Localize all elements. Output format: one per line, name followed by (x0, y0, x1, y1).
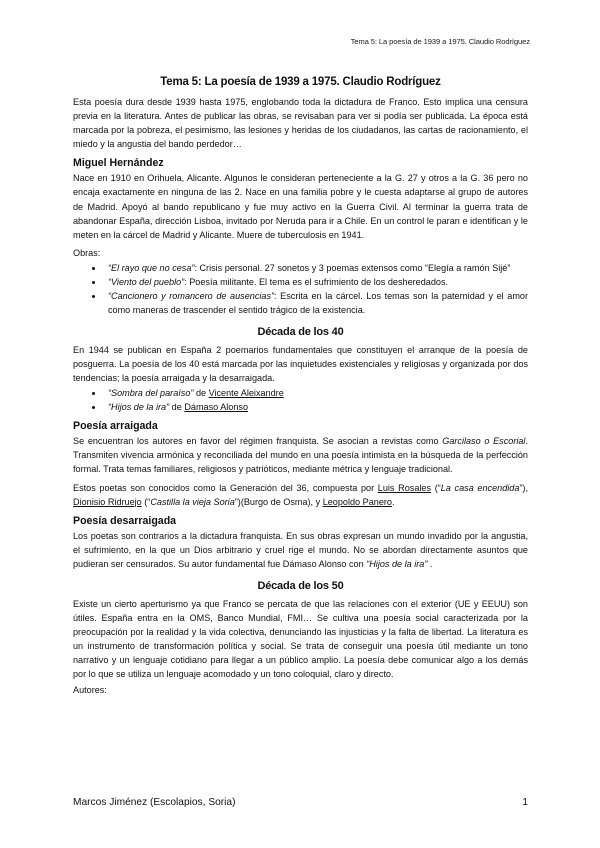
arraigada-paragraph-1: Se encuentran los autores en favor del régimen franquista. Se asocian a revistas como Garcilaso o Escorial. Transmiten vivencia armónica y reconciliada del mundo en una poesía intimista en la búsqueda de la perfección formal. Trata temas familiares, religiosos y patrióticos, mediante métrica y lenguaje tradicional. (73, 436, 528, 475)
running-header: Tema 5: La poesía de 1939 a 1975. Claudio Rodríguez (350, 37, 530, 46)
page-footer (73, 797, 528, 808)
work-description: : Crisis personal. 27 sonetos y 3 poemas extensos como “Elegía a ramón Sijé” (194, 262, 511, 273)
books-list (73, 386, 528, 414)
list-item (104, 289, 528, 317)
list-item (104, 275, 528, 289)
intro-paragraph: Esta poesía dura desde 1939 hasta 1975, englobando toda la dictadura de Franco. Esto implica una censura previa en la literatura. Antes de publicar las obras, se revisaban para ver si podía ser publicada. La época está marcada por la pobreza, el pesimismo, las lesiones y heridas de los ciudadanos, las cartas de racionamiento, el miedo y la angustia del bando perdedor… (73, 97, 528, 150)
author-link-panero[interactable]: Leopoldo Panero (322, 496, 392, 507)
book-title: “Sombra del paraíso” (108, 388, 194, 399)
book-author-link[interactable]: Dámaso Alonso (184, 402, 249, 413)
page-number: 1 (522, 797, 528, 808)
book-author-link[interactable]: Vicente Aleixandre (208, 388, 284, 399)
work-description: : Poesía militante. El tema es el sufrimiento de los desheredados. (184, 276, 449, 287)
miguel-heading: Miguel Hernández (73, 157, 164, 170)
works-list (73, 261, 528, 317)
work-title: “El rayo que no cesa” (108, 262, 195, 273)
decada-40-text: En 1944 se publican en España 2 poemarios fundamentales que constituyen el arranque de la poesía de posguerra. La poesía de los 40 está marcada por las inquietudes existenciales y religiosas y organizada por dos tendencias; la poesía arraigada y la desarraigada. (73, 344, 528, 384)
book-title: “Hijos de la ira” (108, 402, 170, 413)
arraigada-paragraph-2: Estos poetas son conocidos como la Generación del 36, compuesta por Luis Rosales (“La casa encendida”), Dionisio Ridruejo (“Castilla la vieja Soria”)(Burgo de Osma), y Leopoldo Panero. (73, 482, 528, 507)
page-content (73, 76, 528, 698)
list-item (104, 400, 528, 414)
list-item (104, 386, 528, 400)
work-title: “Cancionero y romancero de ausencias” (108, 290, 275, 301)
work-title: “Hijos de la ira” (366, 558, 428, 569)
author-link-ridruejo[interactable]: Dionisio Ridruejo (73, 496, 142, 507)
magazines: Garcilaso o Escorial (442, 436, 526, 447)
list-item (104, 261, 528, 275)
obras-label: Obras: (73, 247, 101, 258)
book-connector: de (193, 388, 209, 399)
author-link-rosales[interactable]: Luis Rosales (377, 482, 432, 493)
footer-author: Marcos Jiménez (Escolapios, Soria) (73, 797, 236, 808)
miguel-bio: Nace en 1910 en Orihuela, Alicante. Algunos le consideran perteneciente a la G. 27 y otros a la G. 36 pero no encaja exactamente en ninguna de las 2. Nace en una familia pobre y le cuesta adaptarse al grupo de autores de Madrid. Apoyó al bando republicano y fue muy activo en la Guerra Civil. Al terminar la guerra trata de abandonar España, dirección Lisboa, invitado por Neruda para ir a Chile. En un control le paran e identifican y le meten en la cárcel de Madrid y Alicante. Muere de tuberculosis en 1941. (73, 173, 528, 240)
decada-50-text: Existe un cierto aperturismo ya que Franco se percata de que las relaciones con el exterior (UE y EEUU) son útiles. España entra en la OMS, Banco Mundial, FMI… Se cultiva una poesía social caracterizada por la preocupación por la realidad y la vida colectiva, denunciando las injusticias y la falta de libertad. La literatura es un instrumento de transformación política y social. Se trata de conseguir una poesía útil mediante un tono narrativo y un lenguaje cotidiano para llegar a un público amplio. La poesía debe comunicar algo a los demás por lo que se utiliza un lenguaje acomodado y un tono coloquial, claro y directo. (73, 598, 528, 680)
work-description: : Escrita en la cárcel. Los temas son la paternidad y el amor como maneras de trascender el sentido trágico de la existencia. (108, 290, 529, 315)
autores-label: Autores: (73, 684, 107, 695)
decada-40-heading: Década de los 40 (257, 325, 344, 338)
desarraigada-paragraph: Los poetas son contrarios a la dictadura franquista. En sus obras expresan un mundo invadido por la angustia, el sufrimiento, en la que un Dios arbitrario y cruel rige el mundo. No se abordan directamente asuntos que pudieran ser censurados. Su autor fundamental fue Dámaso Alonso con “Hijos de la ira” . (73, 530, 528, 569)
document-title: Tema 5: La poesía de 1939 a 1975. Claudio Rodríguez (160, 76, 441, 88)
arraigada-heading: Poesía arraigada (73, 420, 158, 433)
desarraigada-heading: Poesía desarraigada (73, 514, 177, 527)
decada-50-heading: Década de los 50 (257, 579, 344, 592)
work-title: La casa encendida (440, 482, 520, 493)
book-connector: de (169, 402, 185, 413)
work-title: “Viento del pueblo” (108, 276, 185, 287)
work-title: Castilla la vieja Soria (150, 496, 235, 507)
